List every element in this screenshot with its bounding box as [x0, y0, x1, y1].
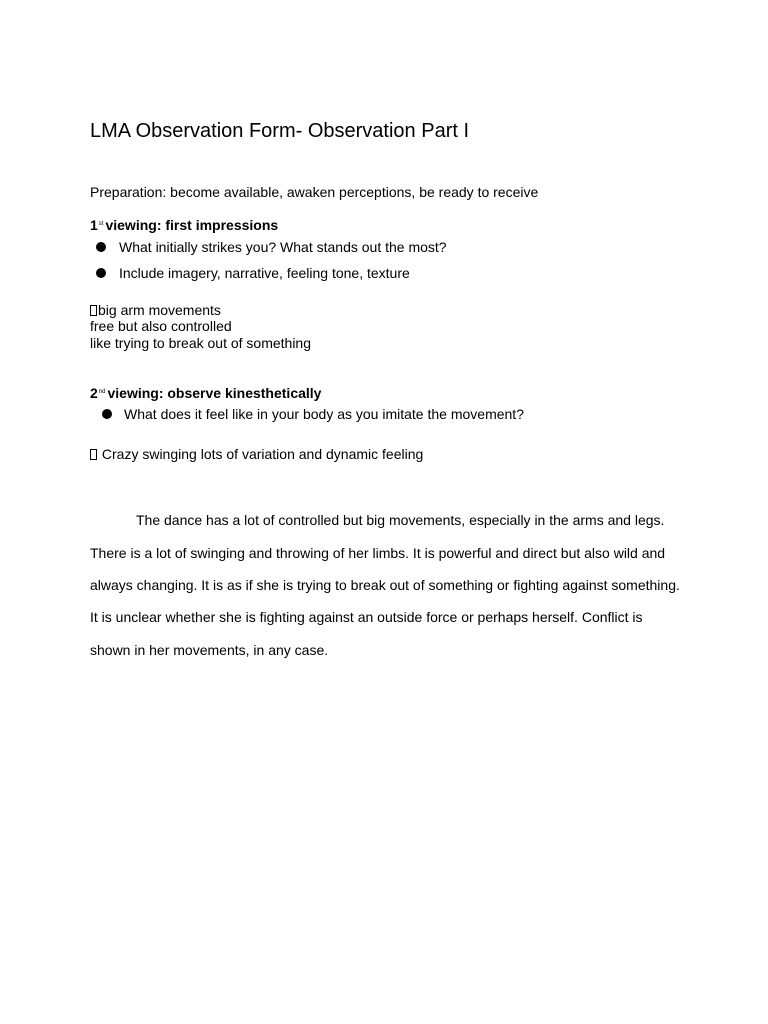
bullet-icon [102, 409, 112, 419]
section2-note-text: Crazy swinging lots of variation and dynamic feeling [98, 446, 424, 462]
paragraph-line: shown in her movements, in any case. [90, 641, 329, 658]
bullet-icon [96, 242, 106, 252]
section2-number: 2 [90, 385, 98, 401]
preparation-text: Preparation: become available, awaken perceptions, be ready to receive [90, 184, 539, 200]
section2-note-line [90, 446, 423, 462]
missing-glyph-icon [90, 305, 97, 316]
section1-note-line [90, 302, 221, 318]
section2-ordinal-suffix: nd [98, 389, 106, 395]
section1-ordinal-suffix: st [98, 221, 104, 227]
section1-note-line: free but also controlled [90, 318, 232, 334]
missing-glyph-icon [90, 449, 97, 460]
page-title: LMA Observation Form- Observation Part I [90, 120, 470, 142]
section1-heading-text: viewing: first impressions [105, 217, 279, 233]
section1-note-line: like trying to break out of something [90, 335, 312, 351]
paragraph-line: There is a lot of swinging and throwing of her limbs. It is powerful and direct but also wild and [90, 544, 666, 561]
section2-heading-text: viewing: observe kinesthetically [107, 385, 322, 401]
paragraph-line: always changing. It is as if she is trying to break out of something or fighting against something. [90, 577, 680, 594]
observation-paragraph [90, 496, 680, 674]
section1-number: 1 [90, 217, 98, 233]
section2-heading [90, 384, 321, 401]
bullet-icon [96, 268, 106, 278]
paragraph-line: It is unclear whether she is fighting against an outside force or perhaps herself. Conflict is [90, 609, 643, 626]
paragraph-line: The dance has a lot of controlled but big movements, especially in the arms and legs. [136, 512, 665, 529]
section1-bullet-text: Include imagery, narrative, feeling tone, texture [119, 265, 410, 281]
section2-bullet-text: What does it feel like in your body as you imitate the movement? [124, 406, 524, 422]
section1-note-text: big arm movements [98, 302, 221, 318]
section1-heading [90, 216, 278, 233]
section1-bullet-text: What initially strikes you? What stands out the most? [119, 239, 447, 255]
